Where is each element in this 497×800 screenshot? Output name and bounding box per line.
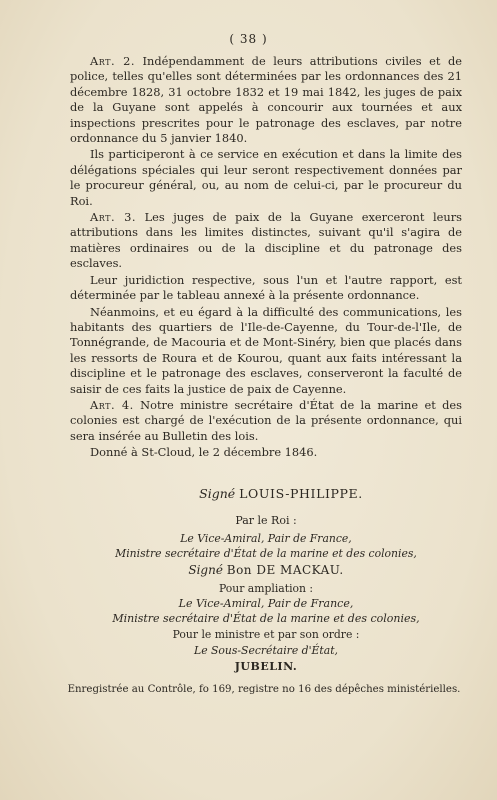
paragraph-neanmoins bbox=[70, 305, 462, 397]
paragraph-jurisdiction bbox=[70, 273, 462, 304]
article-label: Art. 3. bbox=[90, 210, 136, 225]
order-line: Pour le ministre et par son ordre : bbox=[172, 628, 360, 641]
under-secretary-title: Le Sous-Secrétaire d'État, bbox=[194, 644, 338, 657]
paragraph-text: Leur juridiction respective, sous l'un et l'autre rapport, est déterminée par le tableau annexé à la présente ordonnance. bbox=[70, 272, 462, 303]
signature-prefix: Signé bbox=[188, 563, 223, 577]
ampliation-title-2: Ministre secrétaire d'État de la marine et des colonies, bbox=[112, 612, 420, 625]
article-label: Art. 2. bbox=[90, 54, 135, 68]
paragraph-text: Les juges de paix de la Guyane exerceront leurs attributions dans les limites distinctes, suivant qu'il s'agira de matières ordinaires ou de la discipline et du patronage des esclaves. bbox=[70, 210, 462, 271]
registration-note: Enregistrée au Contrôle, fo 169, registre no 16 des dépêches ministérielles. bbox=[67, 684, 461, 695]
paragraph-text: Ils participeront à ce service en exécution et dans la limite des délégations spéciales qui leur seront respectivement données par le procureur général, ou, au nom de celui-ci, par le procureur du Roi. bbox=[70, 147, 462, 208]
paragraph-art-2 bbox=[70, 54, 462, 146]
signature-prefix: Signé bbox=[199, 486, 236, 501]
paragraph-text: Notre ministre secrétaire d'État de la marine et des colonies est chargé de l'exécution de la présente ordonnance, qui sera insérée au Bulletin des lois. bbox=[70, 397, 462, 443]
paragraph-art-3 bbox=[70, 210, 462, 272]
ampliation-title-1: Le Vice-Amiral, Pair de France, bbox=[178, 597, 354, 610]
paragraph-text: Indépendamment de leurs attributions civiles et de police, telles qu'elles sont déterminées par les ordonnances des 21 décembre 1828, 31 octobre 1832 et 19 mai 1842, les juges de paix de la Guyane sont appelés à concourir aux tournées et aux inspections prescrites pour le patronage des esclaves, par notre ordonnance du 5 janvier 1840. bbox=[70, 54, 462, 146]
document-body bbox=[70, 54, 462, 461]
signature-name: Bon DE MACKAU. bbox=[226, 563, 344, 577]
minister-title-1: Le Vice-Amiral, Pair de France, bbox=[180, 532, 352, 545]
par-le-roi: Par le Roi : bbox=[235, 514, 297, 527]
dated-line: Donné à St-Cloud, le 2 décembre 1846. bbox=[90, 445, 318, 460]
paragraph-art-4 bbox=[70, 398, 462, 444]
minister-title-2: Ministre secrétaire d'État de la marine et des colonies, bbox=[115, 547, 417, 560]
minister-signature bbox=[70, 563, 462, 577]
under-secretary-name: JUBELIN. bbox=[234, 660, 298, 673]
king-signature bbox=[70, 486, 462, 501]
page-number: ( 38 ) bbox=[229, 32, 268, 46]
ampliation-label: Pour ampliation : bbox=[218, 582, 314, 595]
paragraph-participation bbox=[70, 147, 462, 209]
signature-name: LOUIS-PHILIPPE. bbox=[239, 486, 363, 501]
article-label: Art. 4. bbox=[90, 397, 134, 412]
paragraph-text: Néanmoins, et eu égard à la difficulté des communications, les habitants des quartiers de l'Ile-de-Cayenne, du Tour-de-l'Ile, de Tonnégrande, de Macouria et de Mont-Sinéry, bien que placés dans les ressorts de Roura et de Kourou, quant aux faits intéressant la discipline et le patronage des esclaves, conserveront la faculté de saisir de ces faits la justice de paix de Cayenne. bbox=[70, 304, 462, 396]
